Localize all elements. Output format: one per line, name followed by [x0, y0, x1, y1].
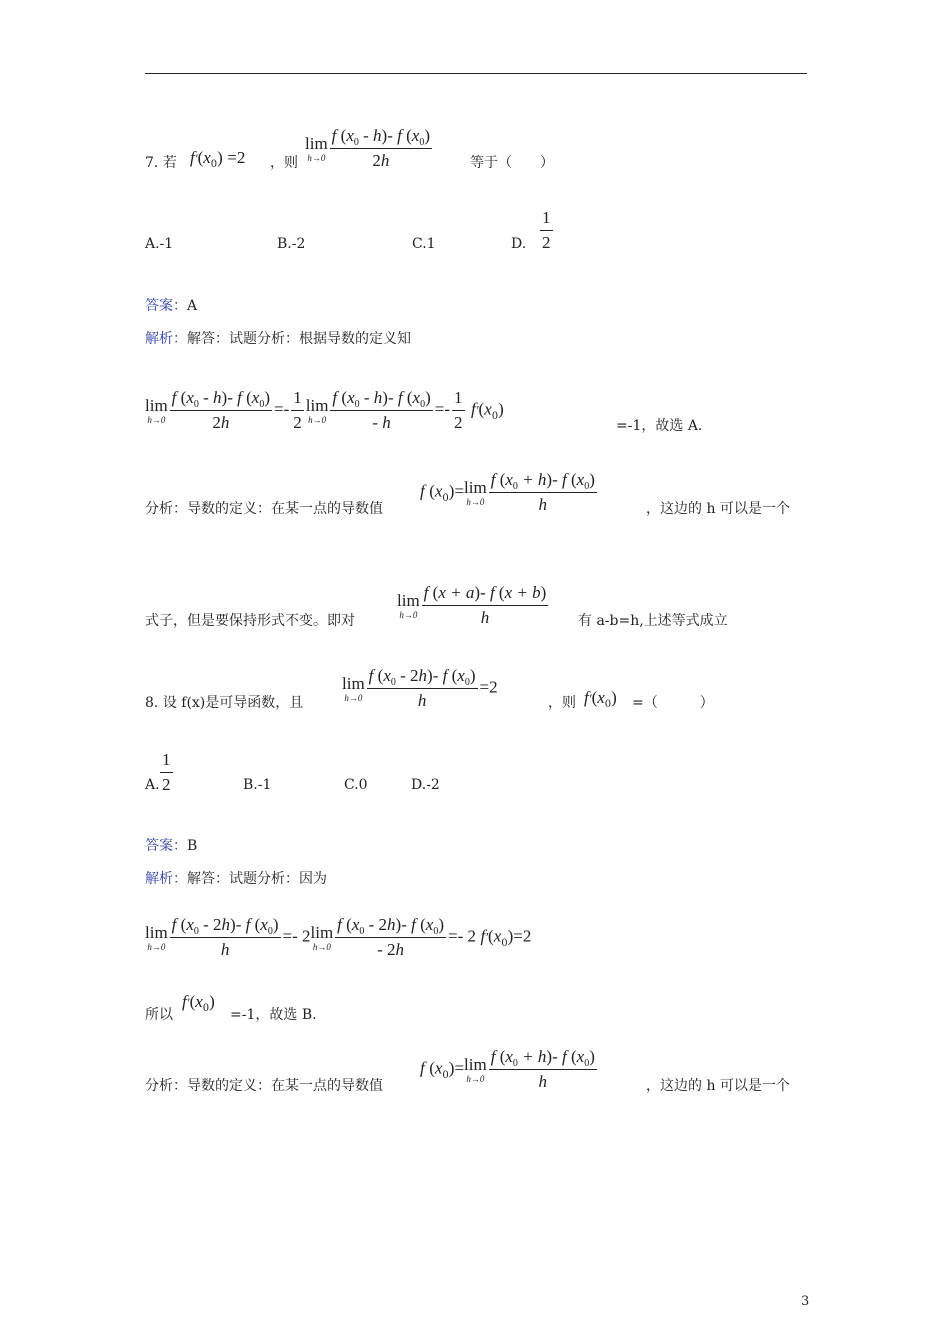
q8-limit-formula: lim h→0 $\frac{f (x_0 - 2h)- f (x_0)}{h}$ =2	[342, 666, 498, 710]
q8-result-after: =-1，故选 B.	[230, 1007, 317, 1023]
q8-result-before: 所以	[145, 1007, 173, 1023]
q7-condition-formula: $f'(x_0) =2$	[190, 148, 246, 170]
q8-option-b: B.-1	[243, 777, 272, 793]
q8-answer: 答案：B	[145, 838, 198, 854]
q8-option-a-fraction: $\frac{1}{2}$	[162, 750, 171, 794]
q8-analysis: 解析：解答：试题分析：因为	[145, 871, 327, 887]
q8-text-before: 设 f(x)是可导函数，且	[162, 695, 304, 711]
q8-condition-value: =2	[479, 677, 498, 697]
q7-option-d: D.	[511, 236, 527, 252]
q7-option-b: B.-2	[277, 236, 306, 252]
q7-option-a: A.-1	[145, 236, 174, 252]
q7-note-line1-before: 分析：导数的定义：在某一点的导数值	[145, 501, 383, 517]
q8-derivation: lim h→0 $\frac{f (x_0 - 2h)- f (x_0)}{h}$ =- 2 lim h→0 $\frac{f (x_0 - 2h)- f (x_0)}{- 2h}$ =- 2 $f'(x_0)=2$	[145, 915, 532, 959]
q7-result: =-1，故选 A.	[616, 418, 703, 434]
q8-option-c: C.0	[344, 777, 368, 793]
q8-note-formula: f $(x_0)=$ lim h→0 $\frac{f (x_0 + h)- f (x_0)}{h}$	[420, 1047, 595, 1091]
q8-text-after: =（ ）	[632, 695, 714, 711]
q7-limit-formula: lim h→0 $\frac{f (x_0 - h)- f (x_0)}{2h}$	[305, 126, 430, 170]
q7-note-line1-after: ，这边的 h 可以是一个	[646, 501, 790, 517]
q7-text-after: 等于（ ）	[470, 155, 554, 171]
page-number: 3	[801, 1294, 810, 1309]
q7-option-c: C.1	[412, 236, 436, 252]
q8-note-before: 分析：导数的定义：在某一点的导数值	[145, 1078, 383, 1094]
q7-text-before: 若	[162, 155, 177, 171]
q8-answer-formula: $f'(x_0)$	[584, 688, 617, 710]
q8-option-a: A.	[145, 777, 160, 793]
q7-note-line2-before: 式子，但是要保持形式不变。即对	[145, 613, 355, 629]
q7-then: ，则	[270, 155, 298, 171]
q8-note-after: ，这边的 h 可以是一个	[646, 1078, 790, 1094]
q7-number: 7.	[145, 155, 159, 171]
q8-stem	[145, 692, 303, 712]
q7-answer: 答案：A	[145, 298, 198, 314]
q7-stem	[145, 152, 177, 172]
q8-number: 8.	[145, 695, 159, 711]
q7-note-formula1: f $(x_0)=$ lim h→0 $\frac{f (x_0 + h)- f (x_0)}{h}$	[420, 470, 595, 514]
q7-analysis: 解析：解答：试题分析：根据导数的定义知	[145, 331, 411, 347]
q8-then: ，则	[548, 695, 576, 711]
q7-option-d-fraction: $\frac{1}{2}$	[542, 208, 551, 252]
q7-derivation: lim h→0 $\frac{f (x_0 - h)- f (x_0)}{2h}$ =- $\frac{1}{2}$ lim h→0 $\frac{f (x_0 - h)- f (x_0)}{- h}$ =- $\frac{1}{2}$ $f'(x_0)$	[145, 388, 504, 432]
q8-option-d: D.-2	[411, 777, 440, 793]
q7-note-formula2: lim h→0 $\frac{f (x + a)- f (x + b)}{h}$	[397, 583, 547, 627]
q8-result-formula: $f'(x_0)$	[182, 992, 215, 1014]
header-rule	[145, 73, 807, 74]
q7-condition-value: =2	[227, 148, 246, 167]
q7-note-line2-after: 有 a-b=h,上述等式成立	[578, 613, 728, 629]
